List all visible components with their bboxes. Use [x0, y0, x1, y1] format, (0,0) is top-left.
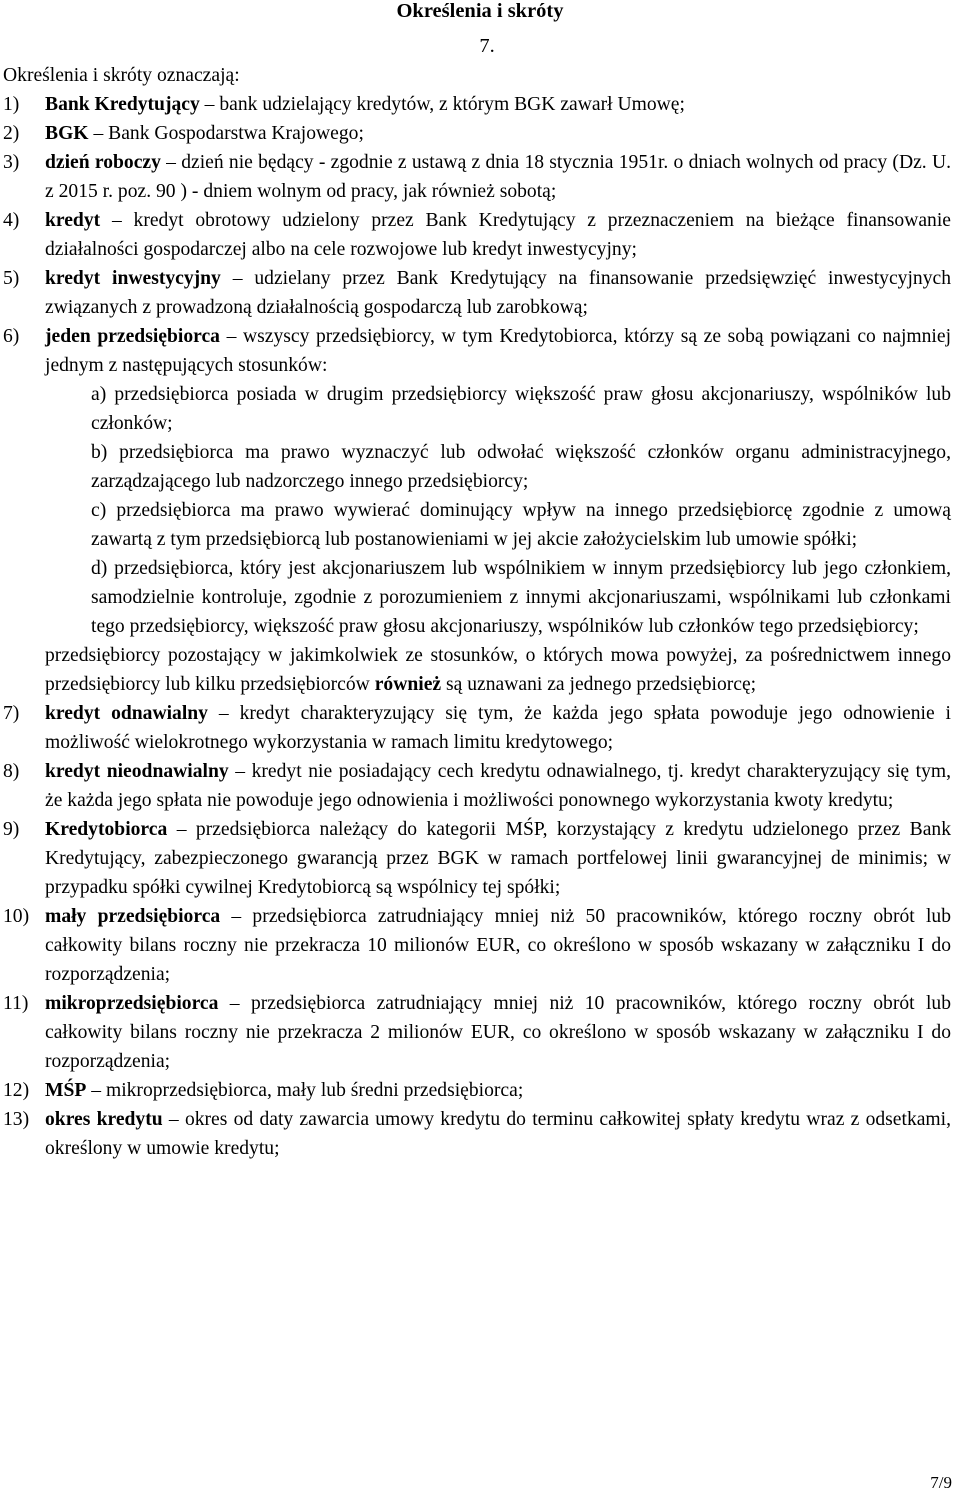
- definition-item: [3, 989, 951, 1076]
- section-label: 7.: [479, 35, 495, 57]
- item-body: [45, 90, 951, 119]
- item-text: dzień nie będący - zgodnie z ustawą z dnia 18 stycznia 1951r. o dniach wolnych od pracy (Dz. U. z 2015 r. poz. 90 ) - dniem wolnym od pracy, jak również sobotą;: [45, 152, 952, 202]
- item-number: 5): [3, 268, 20, 289]
- item-text: wszyscy przedsiębiorcy, w tym Kredytobiorca, którzy są ze sobą powiązani co najmniej jednym z następujących stosunków:: [45, 326, 952, 376]
- item-text: kredyt charakteryzujący się tym, że każda jego spłata powoduje jego odnowienie i możliwość wielokrotnego wykorzystania w ramach limitu kredytowego;: [45, 703, 951, 753]
- item-term: okres kredytu: [45, 1109, 163, 1130]
- item-body: [45, 322, 951, 380]
- sub-item-label: c): [91, 500, 107, 521]
- sub-item: [91, 380, 951, 438]
- conclusion-text-end: są uznawani za jednego przedsiębiorcę;: [441, 674, 757, 695]
- item-term: kredyt inwestycyjny: [45, 268, 221, 289]
- item-term: MŚP: [45, 1080, 87, 1101]
- item-separator: –: [228, 761, 252, 782]
- item-separator: –: [86, 1080, 106, 1101]
- item-body: [45, 148, 951, 206]
- definition-item: [3, 206, 951, 264]
- item-text: bank udzielający kredytów, z którym BGK zawarł Umowę;: [219, 94, 685, 115]
- page-number: 7/9: [930, 1473, 952, 1492]
- definition-item: [3, 699, 951, 757]
- item-separator: –: [218, 993, 251, 1014]
- definition-item: [3, 815, 951, 902]
- item-body: [45, 264, 951, 322]
- item-number: 2): [3, 123, 20, 144]
- item-term: dzień roboczy: [45, 152, 161, 173]
- item-text: przedsiębiorca należący do kategorii MŚP, korzystający z kredytu udzielonego przez Bank Kredytujący, zabezpieczonego gwarancją przez BGK w ramach portfelowej linii gwarancyjnej de minimis; w przypadku spółki cywilnej Kredytobiorcą są wspólnicy tej spółki;: [45, 819, 952, 898]
- page-title: Określenia i skróty: [396, 0, 564, 22]
- item-separator: –: [207, 703, 240, 724]
- item-text: przedsiębiorca zatrudniający mniej niż 10 pracowników, którego roczny obrót lub całkowity bilans roczny nie przekracza 2 milionów EUR, co określono w sposób wskazany w załączniku I do rozporządzenia;: [45, 993, 951, 1072]
- item-term: BGK: [45, 123, 89, 144]
- item-body: [45, 989, 951, 1076]
- definition-item: [3, 264, 951, 322]
- item-term: mały przedsiębiorca: [45, 906, 221, 927]
- item-term: kredyt nieodnawialny: [45, 761, 229, 782]
- definition-item: [3, 119, 951, 148]
- item-body: [45, 699, 951, 757]
- definition-item: [3, 148, 951, 206]
- item-separator: –: [167, 819, 196, 840]
- item-term: mikroprzedsiębiorca: [45, 993, 219, 1014]
- item-body: [45, 815, 951, 902]
- sub-item: [91, 496, 951, 554]
- item-number: 9): [3, 819, 20, 840]
- definition-item: [3, 1076, 951, 1105]
- sub-item: [91, 554, 951, 641]
- conclusion-text: przedsiębiorcy pozostający w jakimkolwiek ze stosunków, o których mowa powyżej, za pośrednictwem innego przedsiębiorcy lub kilku przedsiębiorców: [45, 645, 951, 695]
- item-text: Bank Gospodarstwa Krajowego;: [108, 123, 364, 144]
- definition-item: [3, 757, 951, 815]
- item-text: przedsiębiorca zatrudniający mniej niż 50 pracowników, którego roczny obrót lub całkowity bilans roczny nie przekracza 10 milionów EUR, co określono w sposób wskazany w załączniku I do rozporządzenia;: [45, 906, 951, 985]
- item-separator: –: [219, 326, 243, 347]
- item-text: okres od daty zawarcia umowy kredytu do terminu całkowitej spłaty kredytu wraz z odsetkami, określony w umowie kredytu;: [45, 1109, 952, 1159]
- item-body: [45, 206, 951, 264]
- item-body: [45, 119, 951, 148]
- item-term: jeden przedsiębiorca: [45, 326, 220, 347]
- item-number: 13): [3, 1109, 30, 1130]
- item-body: [45, 1076, 951, 1105]
- item-separator: –: [100, 210, 134, 231]
- sub-item-text: przedsiębiorca, który jest akcjonariuszem lub wspólnikiem w innym przedsiębiorcy lub jego członkiem, samodzielnie kontroluje, zgodnie z porozumieniem z innymi akcjonariuszami, wspólnikami lub członkami tego przedsiębiorcy, większość praw głosu akcjonariuszy, wspólników lub członków tego przedsiębiorcy;: [91, 558, 951, 637]
- sub-item-text: przedsiębiorca ma prawo wywierać dominujący wpływ na innego przedsiębiorcę zgodnie z umową zawartą z tym przedsiębiorcą lub postanowieniami w jej akcie założycielskim lub umowie spółki;: [91, 500, 951, 550]
- item-separator: –: [220, 906, 253, 927]
- sub-item-label: d): [91, 558, 108, 579]
- item-separator: –: [199, 94, 220, 115]
- item-text: udzielany przez Bank Kredytujący na finansowanie przedsięwzięć inwestycyjnych związanych z prowadzoną działalnością gospodarczą lub zarobkową;: [45, 268, 951, 318]
- item-number: 4): [3, 210, 20, 231]
- item-number: 12): [3, 1080, 30, 1101]
- item-term: kredyt: [45, 210, 101, 231]
- section-number: [0, 32, 960, 61]
- item-number: 7): [3, 703, 20, 724]
- sub-item-label: a): [91, 384, 107, 405]
- item-number: 10): [3, 906, 30, 927]
- definition-item: [3, 902, 951, 989]
- definition-item: [3, 90, 951, 119]
- intro-text: Określenia i skróty oznaczają:: [3, 65, 240, 86]
- definition-item: [3, 1105, 951, 1163]
- item-number: 11): [3, 993, 29, 1014]
- definition-item: [3, 322, 951, 380]
- item-separator: –: [220, 268, 255, 289]
- item-term: Bank Kredytujący: [45, 94, 200, 115]
- item-separator: –: [88, 123, 109, 144]
- sub-item-label: b): [91, 442, 108, 463]
- item-separator: –: [162, 1109, 185, 1130]
- sub-item: [91, 438, 951, 496]
- item-body: [45, 1105, 951, 1163]
- item-number: 3): [3, 152, 20, 173]
- item-separator: –: [160, 152, 182, 173]
- sub-item-text: przedsiębiorca posiada w drugim przedsiębiorcy większość praw głosu akcjonariuszy, wspólników lub członków;: [91, 384, 951, 434]
- sub-item-text: przedsiębiorca ma prawo wyznaczyć lub odwołać większość członków organu administracyjnego, zarządzającego lub nadzorczego innego przedsiębiorcy;: [91, 442, 951, 492]
- item-6-conclusion: [45, 641, 951, 699]
- item-body: [45, 902, 951, 989]
- item-number: 1): [3, 94, 20, 115]
- item-term: Kredytobiorca: [45, 819, 168, 840]
- item-term: kredyt odnawialny: [45, 703, 208, 724]
- item-text: mikroprzedsiębiorca, mały lub średni przedsiębiorca;: [105, 1080, 524, 1101]
- conclusion-bold: również: [374, 674, 442, 695]
- item-text: kredyt nie posiadający cech kredytu odnawialnego, tj. kredyt charakteryzujący się tym, że każda jego spłata nie powoduje jego odnowienia i możliwości ponownego wykorzystania kwoty kredytu;: [45, 761, 952, 811]
- definitions-list: [3, 90, 951, 1163]
- item-body: [45, 757, 951, 815]
- item-number: 6): [3, 326, 20, 347]
- item-number: 8): [3, 761, 20, 782]
- item-text: kredyt obrotowy udzielony przez Bank Kredytujący z przeznaczeniem na bieżące finansowanie działalności gospodarczej albo na cele rozwojowe lub kredyt inwestycyjny;: [45, 210, 951, 260]
